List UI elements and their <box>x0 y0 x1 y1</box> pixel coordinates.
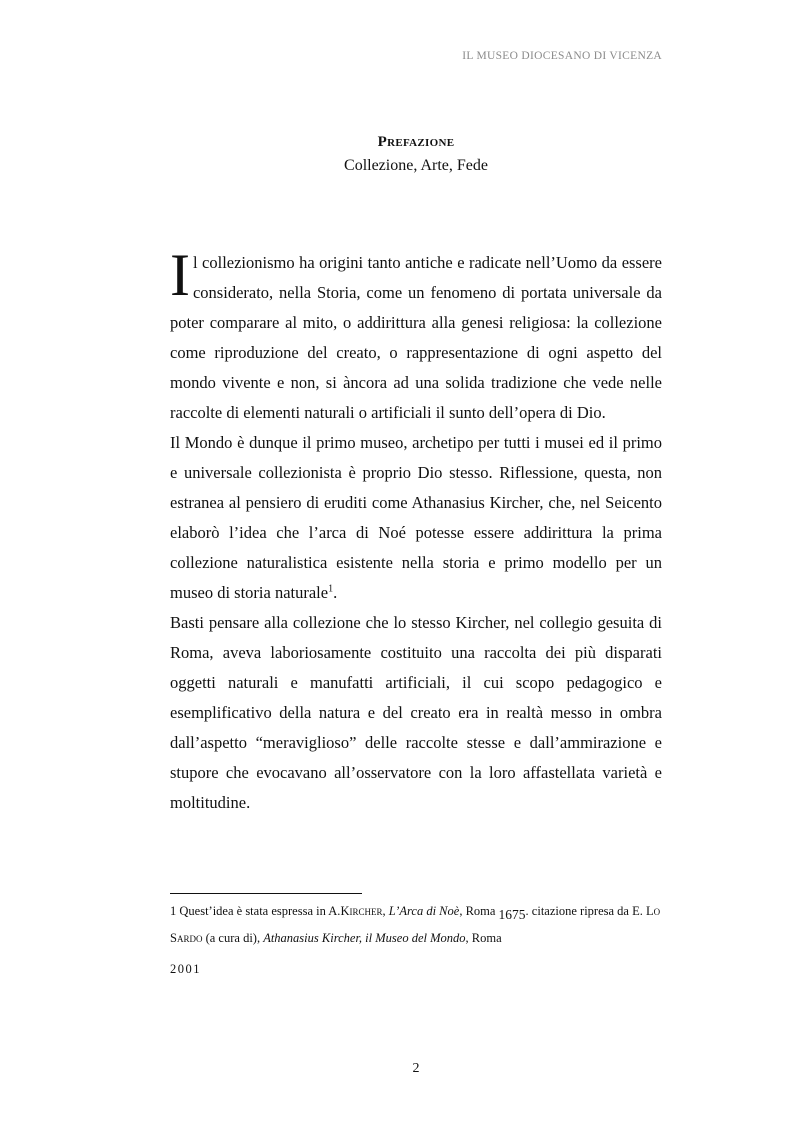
running-header: IL MUSEO DIOCESANO DI VICENZA <box>462 50 662 62</box>
footnote-author-losardo: Lo Sardo <box>170 904 661 945</box>
footnote-place-1: , Roma <box>459 904 499 918</box>
paragraph-2-end: . <box>333 583 338 602</box>
footnote-intro: Quest’idea è stata espressa in A. <box>179 904 341 918</box>
paragraph-3 <box>170 608 662 818</box>
footnote-mid: . citazione ripresa da E. <box>525 904 646 918</box>
footnote-place-2: , Roma <box>465 931 502 945</box>
body-text <box>170 242 662 818</box>
footnote-editor: (a cura di), <box>202 931 264 945</box>
paragraph-1-text: l collezionismo ha origini tanto antiche e radicate nell’Uomo da essere considerato, nella Storia, come un fenomeno di portata universale da poter comparare al mito, o addirittura alla genesi religiosa: la collezione come riproduzione del creato, o rappresentazione di ogni aspetto del mondo vivente e non, si àncora ad una solida tradizione che vede nelle raccolte di elementi naturali o artificiali il sunto dell’opera di Dio. <box>170 253 662 422</box>
paragraph-2-text: Il Mondo è dunque il primo museo, archetipo per tutti i musei ed il primo e universale collezionista è proprio Dio stesso. Riflessione, questa, non estranea al pensiero di eruditi come Athanasius Kircher, che, nel Seicento elaborò l’idea che l’arca di Noé potesse essere addirittura la prima collezione naturalistica esistente nella storia e primo modello per un museo di storia naturale <box>170 433 662 602</box>
footnote-year-1: 1675 <box>498 907 526 922</box>
footnote-year-2: 2001 <box>170 962 201 976</box>
footnote-divider <box>170 893 362 894</box>
footnote-reference[interactable]: 1 <box>328 583 334 595</box>
paragraph-2 <box>170 428 662 608</box>
footnote-sep: , <box>382 904 389 918</box>
section-heading <box>170 134 662 175</box>
section-title: Prefazione <box>377 134 455 150</box>
footnote-work-arca: L’Arca di Noè <box>388 904 460 918</box>
page-number: 2 <box>412 1061 420 1076</box>
footnote-author-kircher: Kircher <box>340 904 383 918</box>
paragraph-1 <box>170 242 662 428</box>
drop-cap: I <box>170 242 190 308</box>
paragraph-3-text: Basti pensare alla collezione che lo stesso Kircher, nel collegio gesuita di Roma, aveva laboriosamente costituito una raccolta dei più disparati oggetti naturali e manufatti artificiali, il cui scopo pedagogico e esemplificativo della natura e del creato era in realtà messo in ombra dall’aspetto “meraviglioso” delle raccolte stesse e dall’ammirazione e stupore che evocavano all’osservatore con la loro affastellata varietà e moltitudine. <box>170 613 662 812</box>
footnote <box>170 897 662 983</box>
section-subtitle: Collezione, Arte, Fede <box>344 157 488 174</box>
footnote-number: 1 <box>170 904 177 918</box>
footnote-work-museo: Athanasius Kircher, il Museo del Mondo <box>263 931 466 945</box>
